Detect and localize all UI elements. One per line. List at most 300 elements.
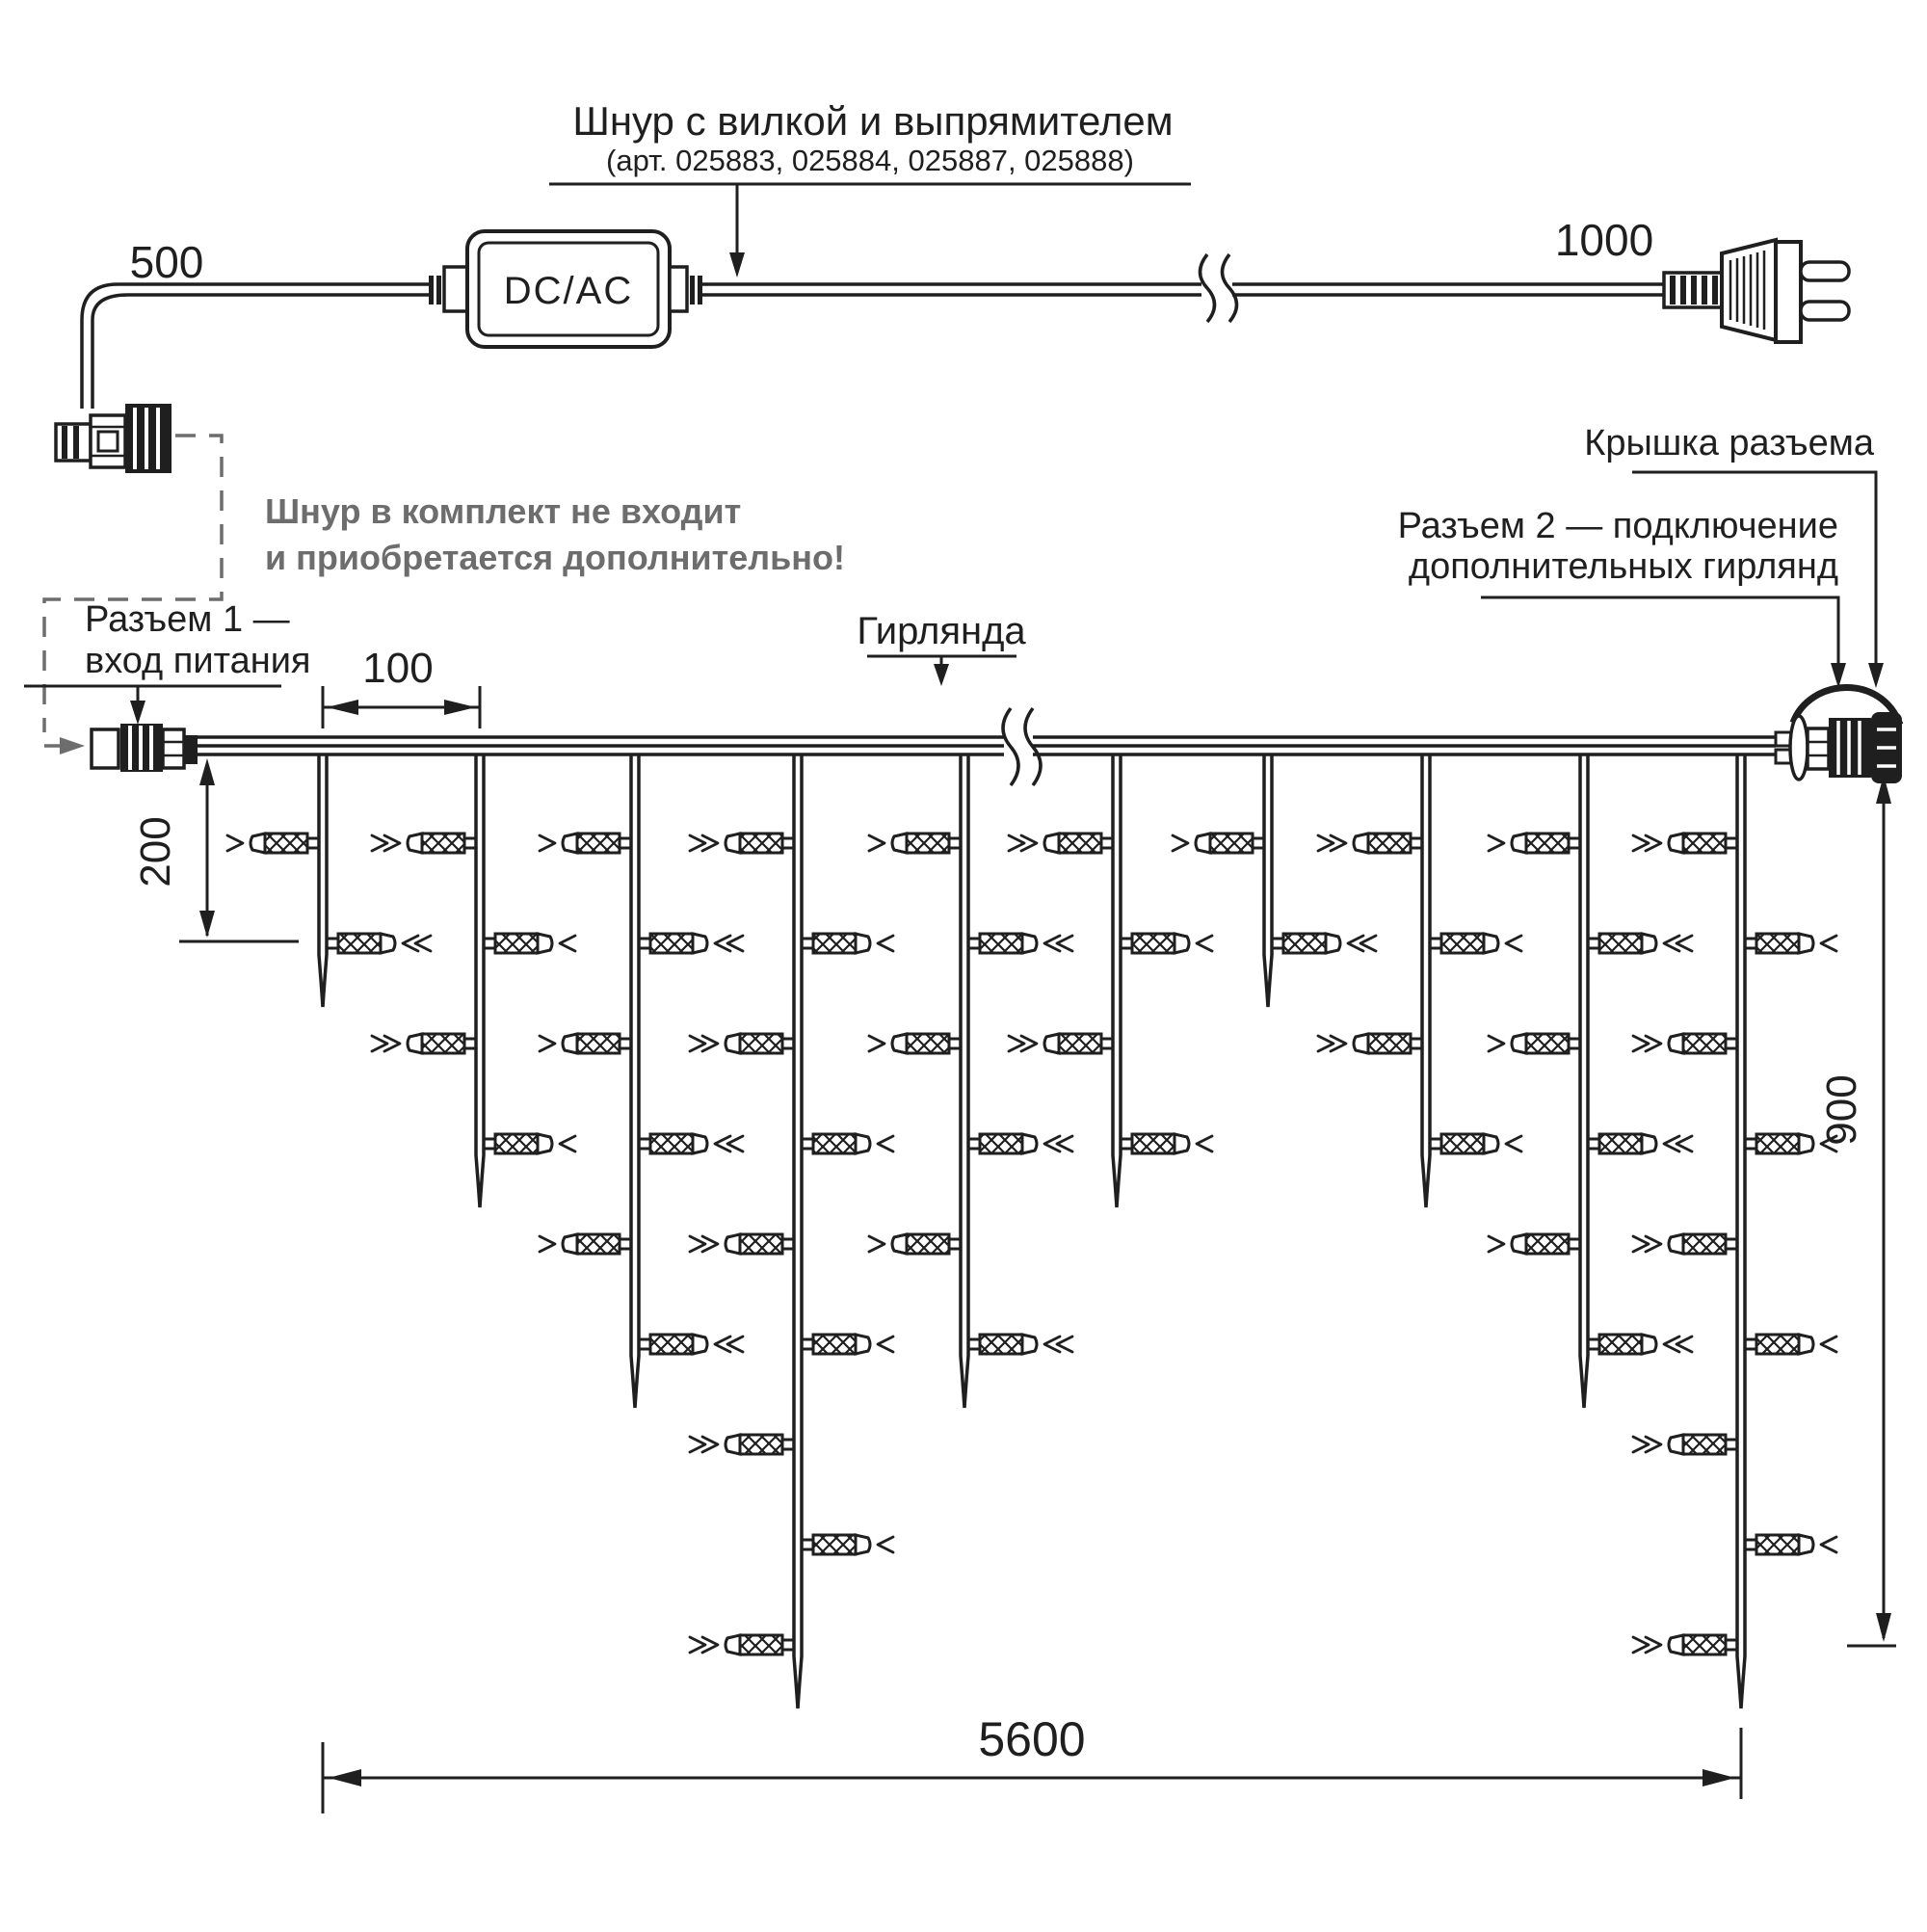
light-direction-arrow-icon bbox=[1009, 1036, 1037, 1051]
light-direction-arrow-icon bbox=[1197, 936, 1212, 951]
bulb-body bbox=[1368, 834, 1411, 853]
light-direction-arrow-icon bbox=[1633, 1036, 1661, 1051]
led-bulb bbox=[802, 1535, 893, 1554]
light-direction-arrow-icon bbox=[1044, 1337, 1072, 1352]
dim-5600-group bbox=[323, 1712, 1741, 1813]
garland-end-connector bbox=[1776, 687, 1902, 783]
bulb-body bbox=[338, 934, 381, 953]
bulb-cap bbox=[1799, 1535, 1813, 1554]
led-bulb bbox=[690, 1034, 794, 1053]
bulb-stub bbox=[1121, 939, 1132, 948]
bulb-stub bbox=[949, 1039, 961, 1048]
bulb-cap bbox=[856, 934, 870, 953]
drop-wire bbox=[961, 754, 968, 1408]
led-bulb bbox=[869, 1034, 961, 1053]
led-bulb bbox=[968, 1335, 1072, 1354]
light-direction-arrow-icon bbox=[1633, 835, 1661, 851]
bulb-cap bbox=[251, 834, 265, 853]
connector1-label bbox=[24, 599, 311, 725]
bulb-body bbox=[1526, 1034, 1569, 1053]
light-direction-arrow-icon bbox=[878, 1337, 893, 1352]
bulb-cap bbox=[726, 1435, 740, 1454]
bulb-cap bbox=[1044, 834, 1059, 853]
bulb-cap bbox=[1196, 834, 1210, 853]
light-direction-arrow-icon bbox=[1506, 1136, 1521, 1151]
icicle-drop bbox=[1318, 754, 1521, 1207]
bulb-cap bbox=[1354, 834, 1368, 853]
bulb-body bbox=[1756, 1335, 1799, 1354]
bulb-body bbox=[1683, 1435, 1726, 1454]
dashed-connection-path bbox=[44, 436, 222, 732]
bulb-stub bbox=[484, 939, 495, 948]
bulb-cap bbox=[1512, 1234, 1526, 1254]
icicle-drop bbox=[1489, 754, 1692, 1408]
bulb-stub bbox=[620, 1039, 631, 1048]
bulb-cap bbox=[1022, 1134, 1037, 1153]
icicle-drop bbox=[227, 754, 431, 1007]
led-bulb bbox=[1588, 1335, 1692, 1354]
bulb-body bbox=[907, 1034, 949, 1053]
led-bulb bbox=[1009, 1034, 1113, 1053]
bulb-body bbox=[577, 1234, 620, 1254]
plug-prong-top bbox=[1801, 262, 1849, 280]
led-bulb bbox=[690, 1635, 794, 1654]
bulb-cap bbox=[1512, 1034, 1526, 1053]
bulb-cap bbox=[408, 1034, 422, 1053]
light-direction-arrow-icon bbox=[1044, 1136, 1072, 1151]
light-direction-arrow-icon bbox=[1506, 936, 1521, 951]
bulb-cap bbox=[381, 934, 395, 953]
bulb-cap bbox=[892, 834, 907, 853]
light-direction-arrow-icon bbox=[1821, 1537, 1836, 1552]
bulb-stub bbox=[1726, 1640, 1737, 1650]
svg-text:Гирлянда: Гирлянда bbox=[857, 610, 1026, 652]
light-direction-arrow-icon bbox=[1348, 936, 1376, 951]
light-direction-arrow-icon bbox=[878, 1136, 893, 1151]
adapter-left-nub bbox=[429, 267, 467, 311]
light-direction-arrow-icon bbox=[690, 1637, 718, 1653]
light-direction-arrow-icon bbox=[715, 936, 743, 951]
led-bulb bbox=[484, 1134, 575, 1153]
led-bulb bbox=[639, 1134, 743, 1153]
bulb-cap bbox=[1484, 934, 1498, 953]
cord-end-connector bbox=[56, 404, 172, 473]
led-bulb bbox=[1588, 1134, 1692, 1153]
bulb-body bbox=[813, 1335, 856, 1354]
svg-text:Разъем 1 —: Разъем 1 — bbox=[85, 599, 290, 640]
drop-wire bbox=[476, 754, 484, 1207]
drop-wire bbox=[1422, 754, 1430, 1207]
bulb-body bbox=[1210, 834, 1253, 853]
connector1-arrow-icon bbox=[130, 686, 145, 725]
bulb-body bbox=[1441, 934, 1484, 953]
bulb-cap bbox=[1669, 1034, 1683, 1053]
light-direction-arrow-icon bbox=[1821, 936, 1836, 951]
bulb-body bbox=[650, 934, 693, 953]
bulb-body bbox=[740, 1034, 782, 1053]
light-direction-arrow-icon bbox=[403, 936, 431, 951]
light-direction-arrow-icon bbox=[690, 1236, 718, 1252]
led-bulb bbox=[802, 1134, 893, 1153]
bulb-cap bbox=[1044, 1034, 1059, 1053]
light-direction-arrow-icon bbox=[1664, 936, 1692, 951]
bulb-stub bbox=[1411, 838, 1422, 848]
bulb-body bbox=[265, 834, 307, 853]
bulb-cap bbox=[892, 1034, 907, 1053]
bulb-stub bbox=[327, 939, 338, 948]
bulb-stub bbox=[1101, 1039, 1113, 1048]
bulb-stub bbox=[802, 1139, 813, 1149]
bulb-body bbox=[1132, 1134, 1175, 1153]
bulb-body bbox=[650, 1134, 693, 1153]
bulb-body bbox=[1683, 1234, 1726, 1254]
bulb-body bbox=[422, 834, 464, 853]
bulb-stub bbox=[1726, 1239, 1737, 1249]
bulb-cap bbox=[1799, 1335, 1813, 1354]
bulb-cap bbox=[1642, 934, 1656, 953]
bulb-stub bbox=[1272, 939, 1283, 948]
bulb-stub bbox=[1726, 1440, 1737, 1449]
dim-100-group bbox=[323, 645, 480, 728]
bulb-stub bbox=[1121, 1139, 1132, 1149]
bulb-body bbox=[907, 1234, 949, 1254]
led-bulb bbox=[372, 1034, 476, 1053]
bulb-stub bbox=[802, 939, 813, 948]
led-bulb bbox=[690, 1435, 794, 1454]
drop-wire bbox=[1264, 754, 1272, 1007]
bulb-stub bbox=[782, 1440, 794, 1449]
bulb-stub bbox=[1101, 838, 1113, 848]
cord-wire-left bbox=[82, 284, 429, 409]
light-direction-arrow-icon bbox=[690, 1036, 718, 1051]
bulb-cap bbox=[1669, 1635, 1683, 1654]
bulb-body bbox=[650, 1335, 693, 1354]
light-direction-arrow-icon bbox=[1633, 1437, 1661, 1452]
led-bulb bbox=[1318, 1034, 1422, 1053]
icicle-drop bbox=[372, 754, 575, 1207]
drop-wire bbox=[1580, 754, 1588, 1408]
light-direction-arrow-icon bbox=[715, 1337, 743, 1352]
led-bulb bbox=[484, 934, 575, 953]
bulb-body bbox=[980, 934, 1022, 953]
bulb-body bbox=[740, 1234, 782, 1254]
bulb-body bbox=[740, 1435, 782, 1454]
led-bulb bbox=[1318, 834, 1422, 853]
bulb-body bbox=[1756, 1535, 1799, 1554]
bulb-cap bbox=[856, 1335, 870, 1354]
bulb-body bbox=[1683, 1635, 1726, 1654]
led-bulb bbox=[227, 834, 319, 853]
bulb-cap bbox=[856, 1535, 870, 1554]
dim-900-group bbox=[1818, 775, 1896, 1646]
bulb-cap bbox=[726, 1234, 740, 1254]
bulb-body bbox=[495, 1134, 538, 1153]
dashed-path-arrow-icon bbox=[44, 737, 85, 754]
bulb-cap bbox=[563, 834, 577, 853]
led-bulb bbox=[1430, 1134, 1521, 1153]
bulb-body bbox=[980, 1134, 1022, 1153]
bulb-body bbox=[813, 1134, 856, 1153]
dim-900: 900 bbox=[1818, 1074, 1865, 1146]
light-direction-arrow-icon bbox=[1633, 1637, 1661, 1653]
bulb-body bbox=[1368, 1034, 1411, 1053]
bulb-body bbox=[1599, 1134, 1642, 1153]
bulb-stub bbox=[1569, 1239, 1580, 1249]
plug-prong-bottom bbox=[1801, 302, 1849, 320]
led-bulb bbox=[372, 834, 476, 853]
bulb-stub bbox=[782, 1640, 794, 1650]
light-direction-arrow-icon bbox=[715, 1136, 743, 1151]
bulb-body bbox=[740, 1635, 782, 1654]
bulb-cap bbox=[1175, 1134, 1189, 1153]
cord-wire-left-inner bbox=[92, 295, 429, 409]
led-bulb bbox=[1173, 834, 1264, 853]
bulb-stub bbox=[1726, 838, 1737, 848]
bulb-cap bbox=[693, 1335, 707, 1354]
bulb-stub bbox=[968, 1339, 980, 1349]
bulb-body bbox=[577, 834, 620, 853]
led-bulb bbox=[1633, 834, 1737, 853]
bulb-stub bbox=[949, 838, 961, 848]
bulb-stub bbox=[782, 1039, 794, 1048]
bulb-body bbox=[1683, 834, 1726, 853]
dc-ac-adapter bbox=[467, 231, 670, 347]
bulb-stub bbox=[1588, 1339, 1599, 1349]
light-direction-arrow-icon bbox=[372, 1036, 400, 1051]
bulb-stub bbox=[782, 838, 794, 848]
bulb-stub bbox=[639, 939, 650, 948]
led-bulb bbox=[869, 834, 961, 853]
light-direction-arrow-icon bbox=[1044, 936, 1072, 951]
light-direction-arrow-icon bbox=[227, 835, 243, 851]
bulb-body bbox=[422, 1034, 464, 1053]
bulb-stub bbox=[1569, 1039, 1580, 1048]
light-direction-arrow-icon bbox=[690, 835, 718, 851]
bulb-cap bbox=[892, 1234, 907, 1254]
garland-start-connector bbox=[92, 724, 198, 772]
bulb-cap bbox=[1799, 1134, 1813, 1153]
led-bulb bbox=[327, 934, 431, 953]
light-direction-arrow-icon bbox=[1197, 1136, 1212, 1151]
light-direction-arrow-icon bbox=[1489, 1236, 1504, 1252]
bulb-stub bbox=[1745, 1139, 1756, 1149]
drop-wire bbox=[631, 754, 639, 1408]
bulb-stub bbox=[464, 1039, 476, 1048]
bulb-cap bbox=[408, 834, 422, 853]
light-direction-arrow-icon bbox=[878, 1537, 893, 1552]
bulb-stub bbox=[1726, 1039, 1737, 1048]
led-bulb bbox=[1633, 1034, 1737, 1053]
bulb-body bbox=[577, 1034, 620, 1053]
led-bulb bbox=[1633, 1435, 1737, 1454]
icicle-drop bbox=[1009, 754, 1212, 1207]
bulb-body bbox=[1526, 1234, 1569, 1254]
bulb-stub bbox=[639, 1339, 650, 1349]
led-bulb bbox=[1745, 1535, 1836, 1554]
bulb-stub bbox=[1569, 838, 1580, 848]
drop-wire bbox=[794, 754, 802, 1708]
bulb-stub bbox=[968, 1139, 980, 1149]
bulb-body bbox=[1599, 1335, 1642, 1354]
light-direction-arrow-icon bbox=[560, 936, 575, 951]
light-direction-arrow-icon bbox=[1633, 1236, 1661, 1252]
light-direction-arrow-icon bbox=[869, 1236, 884, 1252]
dim-100: 100 bbox=[362, 645, 434, 692]
bulb-cap bbox=[563, 1234, 577, 1254]
led-bulb bbox=[1009, 834, 1113, 853]
cap-arrow-icon bbox=[1868, 663, 1884, 688]
light-direction-arrow-icon bbox=[1009, 835, 1037, 851]
bulb-stub bbox=[1588, 1139, 1599, 1149]
led-bulb bbox=[1745, 934, 1836, 953]
led-bulb bbox=[802, 934, 893, 953]
svg-text:дополнительных гирлянд: дополнительных гирлянд bbox=[1408, 546, 1838, 587]
led-bulb bbox=[802, 1335, 893, 1354]
bulb-stub bbox=[484, 1139, 495, 1149]
bulb-cap bbox=[693, 934, 707, 953]
bulb-body bbox=[980, 1335, 1022, 1354]
drop-wire bbox=[1737, 754, 1745, 1708]
icicle-drop bbox=[1633, 754, 1836, 1708]
led-bulb bbox=[1489, 834, 1580, 853]
bulb-stub bbox=[1745, 1540, 1756, 1549]
bulb-stub bbox=[782, 1239, 794, 1249]
light-direction-arrow-icon bbox=[878, 936, 893, 951]
led-bulb bbox=[1489, 1034, 1580, 1053]
bulb-stub bbox=[1253, 838, 1264, 848]
bulb-cap bbox=[538, 934, 552, 953]
bulb-body bbox=[1599, 934, 1642, 953]
led-bulb bbox=[1633, 1635, 1737, 1654]
cord-subtitle: (арт. 025883, 025884, 025887, 025888) bbox=[606, 144, 1134, 177]
led-bulb bbox=[1633, 1234, 1737, 1254]
bulb-cap bbox=[726, 1034, 740, 1053]
bulb-cap bbox=[693, 1134, 707, 1153]
bulb-stub bbox=[949, 1239, 961, 1249]
bulb-body bbox=[1441, 1134, 1484, 1153]
led-bulb bbox=[968, 1134, 1072, 1153]
svg-text:Разъем 2 — подключение: Разъем 2 — подключение bbox=[1397, 506, 1838, 546]
bulb-body bbox=[1526, 834, 1569, 853]
light-direction-arrow-icon bbox=[690, 1437, 718, 1452]
icicle-drop bbox=[540, 754, 743, 1408]
light-direction-arrow-icon bbox=[1318, 1036, 1346, 1051]
bulb-stub bbox=[802, 1339, 813, 1349]
dcac-text: DC/AC bbox=[503, 270, 634, 312]
bulb-stub bbox=[639, 1139, 650, 1149]
light-direction-arrow-icon bbox=[540, 1036, 555, 1051]
bulb-cap bbox=[1354, 1034, 1368, 1053]
bulb-cap bbox=[1022, 1335, 1037, 1354]
bulb-stub bbox=[1588, 939, 1599, 948]
bulb-stub bbox=[1745, 939, 1756, 948]
connector2-label bbox=[1398, 506, 1846, 688]
light-direction-arrow-icon bbox=[560, 1136, 575, 1151]
led-bulb bbox=[540, 834, 631, 853]
bulb-stub bbox=[307, 838, 319, 848]
bulb-stub bbox=[620, 838, 631, 848]
connector2-leader bbox=[1481, 597, 1838, 663]
led-bulb bbox=[540, 1234, 631, 1254]
drop-wire bbox=[319, 754, 327, 1007]
bulb-body bbox=[1756, 1134, 1799, 1153]
bulb-cap bbox=[1669, 1234, 1683, 1254]
led-bulb bbox=[1489, 1234, 1580, 1254]
bulb-stub bbox=[968, 939, 980, 948]
light-direction-arrow-icon bbox=[540, 1236, 555, 1252]
bulb-stub bbox=[620, 1239, 631, 1249]
light-direction-arrow-icon bbox=[1318, 835, 1346, 851]
bulb-cap bbox=[1484, 1134, 1498, 1153]
bulb-cap bbox=[1669, 1435, 1683, 1454]
bulb-stub bbox=[1411, 1039, 1422, 1048]
garland-label bbox=[857, 610, 1026, 686]
light-direction-arrow-icon bbox=[1489, 835, 1504, 851]
bulb-cap bbox=[1669, 834, 1683, 853]
icicle-drops bbox=[227, 754, 1836, 1708]
bulb-body bbox=[813, 934, 856, 953]
dim-1000: 1000 bbox=[1554, 215, 1654, 265]
bulb-body bbox=[740, 834, 782, 853]
dim-200: 200 bbox=[132, 816, 179, 887]
led-bulb bbox=[690, 1234, 794, 1254]
led-bulb bbox=[540, 1034, 631, 1053]
note-not-included-2: и приобретается дополнительно! bbox=[265, 538, 845, 577]
led-bulb bbox=[1745, 1335, 1836, 1354]
led-bulb bbox=[1430, 934, 1521, 953]
led-bulb bbox=[968, 934, 1072, 953]
bulb-cap bbox=[1326, 934, 1340, 953]
bulb-cap bbox=[538, 1134, 552, 1153]
bulb-cap bbox=[1642, 1335, 1656, 1354]
bulb-cap bbox=[1022, 934, 1037, 953]
note-not-included-1: Шнур в комплект не входит bbox=[265, 491, 742, 531]
led-bulb bbox=[639, 1335, 743, 1354]
svg-text:вход питания: вход питания bbox=[85, 641, 311, 681]
led-bulb bbox=[1588, 934, 1692, 953]
bulb-body bbox=[907, 834, 949, 853]
bulb-cap bbox=[726, 834, 740, 853]
light-direction-arrow-icon bbox=[1664, 1337, 1692, 1352]
garland-wire bbox=[196, 708, 1776, 785]
bulb-body bbox=[1283, 934, 1326, 953]
bulb-body bbox=[1132, 934, 1175, 953]
bulb-body bbox=[813, 1535, 856, 1554]
light-direction-arrow-icon bbox=[869, 1036, 884, 1051]
power-plug bbox=[1664, 240, 1849, 342]
dim-5600: 5600 bbox=[978, 1712, 1086, 1766]
icicle-drop bbox=[690, 754, 893, 1708]
bulb-body bbox=[1059, 1034, 1101, 1053]
led-bulb bbox=[869, 1234, 961, 1254]
bulb-cap bbox=[1642, 1134, 1656, 1153]
bulb-cap bbox=[726, 1635, 740, 1654]
bulb-stub bbox=[802, 1540, 813, 1549]
bulb-cap bbox=[856, 1134, 870, 1153]
garland-arrow-icon bbox=[934, 656, 949, 686]
light-direction-arrow-icon bbox=[372, 835, 400, 851]
icicle-drop bbox=[869, 754, 1072, 1408]
wire-break-symbol bbox=[1003, 708, 1041, 785]
light-direction-arrow-icon bbox=[1664, 1136, 1692, 1151]
led-bulb bbox=[1121, 934, 1212, 953]
light-direction-arrow-icon bbox=[869, 835, 884, 851]
cord-title-arrow-icon bbox=[729, 184, 745, 278]
drop-wire bbox=[1113, 754, 1121, 1207]
light-direction-arrow-icon bbox=[1173, 835, 1188, 851]
bulb-stub bbox=[1745, 1339, 1756, 1349]
light-direction-arrow-icon bbox=[1821, 1337, 1836, 1352]
